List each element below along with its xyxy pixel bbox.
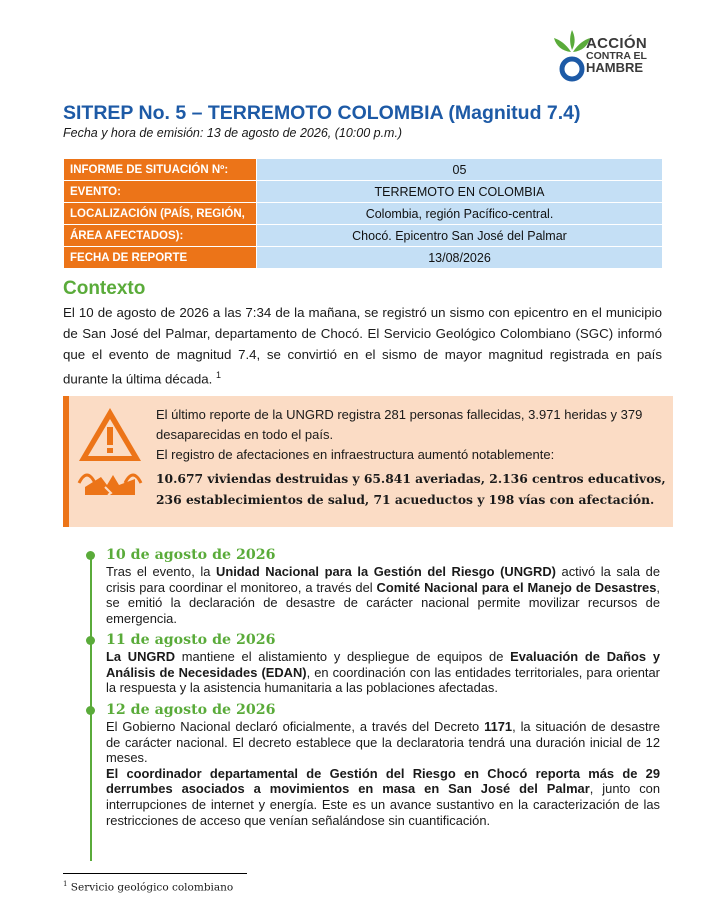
timeline-dot bbox=[86, 706, 95, 715]
timeline-3-p2-a: El coordinador departamental de Gestión del Riesgo en Chocó reporta más de 29 derrumbes asociados a movimientos en masa en San José del Palmar bbox=[106, 765, 660, 797]
timeline-1-text-d: Comité Nacional para el Manejo de Desastres bbox=[376, 579, 657, 595]
context-text: El 10 de agosto de 2026 a las 7:34 de la mañana, se registró un sismo con epicentro en el municipio de San José del Palmar, departamento de Chocó. El Servicio Geológico Colombiano (SGC) informó que el evento de magnitud 7.4, se convirtió en el sismo de mayor magnitud registrada en país durante la última década. bbox=[63, 305, 662, 387]
context-heading: Contexto bbox=[63, 278, 146, 299]
timeline-1-text-c: activó la sala de crisis para coordinar el monitoreo, a través del bbox=[106, 564, 660, 595]
timeline-entry-1 bbox=[106, 564, 660, 626]
timeline-date-3: 12 de agosto de 2026 bbox=[106, 702, 276, 718]
timeline-3-p1-a: El Gobierno Nacional declaró oficialmente, a través del Decreto bbox=[106, 719, 485, 734]
event-value: TERREMOTO EN COLOMBIA bbox=[257, 181, 663, 203]
timeline-entry-3 bbox=[106, 719, 660, 828]
timeline-1-text-b: Unidad Nacional para la Gestión del Riesgo (UNGRD) bbox=[216, 564, 556, 579]
timeline-1-text-a: Tras el evento, la bbox=[106, 564, 217, 579]
table-row bbox=[64, 203, 663, 225]
logo-line-3: HAMBRE bbox=[586, 60, 644, 75]
timeline-dot bbox=[86, 551, 95, 560]
timeline-1-text-e: , se emitió la declaración de desastre de carácter nacional permite movilizar recursos de emergencia. bbox=[106, 579, 660, 626]
timeline-2-text-a: La UNGRD bbox=[106, 649, 176, 664]
table-row bbox=[64, 159, 663, 181]
location-label-1: LOCALIZACIÓN (PAÍS, REGIÓN, bbox=[64, 203, 257, 225]
emission-datetime: Fecha y hora de emisión: 13 de agosto de 2026, (10:00 p.m.) bbox=[63, 126, 403, 140]
timeline-3-p2-b: , junto con interrupciones de internet y energía. Este es un avance sustantivo en la caracterización de las restricciones de acceso que venían señalándose sin cuantificación. bbox=[106, 781, 660, 828]
page-title bbox=[63, 102, 581, 125]
timeline-2-text-c: Evaluación de Daños y Análisis de Necesidades (EDAN) bbox=[106, 649, 660, 680]
alert-infrastructure-figures: 10.677 viviendas destruidas y 65.841 averiadas, 2.136 centros educativos, 236 establecimientos de salud, 71 acueductos y 198 vías con afectación. bbox=[156, 471, 666, 507]
logo-line-1: ACCIÓN bbox=[586, 35, 647, 52]
table-row bbox=[64, 181, 663, 203]
footnote bbox=[63, 880, 233, 894]
alert-infrastructure-intro: El registro de afectaciones en infraestructura aumentó notablemente: bbox=[156, 447, 555, 462]
logo-text bbox=[586, 35, 647, 75]
timeline-3-p1-c: , la situación de desastre de carácter nacional. El decreto establece que la declaratoria tendrá una duración inicial de 12 meses. bbox=[106, 719, 660, 766]
logo-line-2: CONTRA EL bbox=[586, 50, 647, 62]
timeline-entry-2 bbox=[106, 649, 660, 696]
warning-earthquake-icon bbox=[75, 403, 145, 503]
report-date-label: FECHA DE REPORTE bbox=[64, 247, 257, 269]
timeline-2-text-b: mantiene el alistamiento y despliegue de equipos de bbox=[175, 649, 511, 664]
report-value: 05 bbox=[257, 159, 663, 181]
table-row bbox=[64, 247, 663, 269]
alert-casualties: El último reporte de la UNGRD registra 281 personas fallecidas, 3.971 heridas y 379 desaparecidas en todo el país. bbox=[156, 407, 643, 442]
report-date-value: 13/08/2026 bbox=[257, 247, 663, 269]
timeline-dot bbox=[86, 636, 95, 645]
impact-alert-box bbox=[63, 396, 673, 527]
footnote-reference[interactable]: 1 bbox=[216, 370, 222, 380]
alert-summary bbox=[156, 405, 671, 465]
report-label: INFORME DE SITUACIÓN Nº: bbox=[64, 159, 257, 181]
timeline-3-p1-b: 1171 bbox=[484, 719, 513, 734]
title-main: SITREP No. 5 – TERREMOTO COLOMBIA bbox=[63, 102, 443, 124]
context-paragraph bbox=[63, 302, 662, 389]
footnote-number: 1 bbox=[63, 880, 68, 888]
alert-accent-bar bbox=[63, 396, 69, 527]
timeline-2-text-d: , en coordinación con las entidades territoriales, para orientar la respuesta y la asistencia humanitaria a las poblaciones afectadas. bbox=[106, 664, 660, 696]
timeline-date-2: 11 de agosto de 2026 bbox=[106, 632, 276, 648]
event-label: EVENTO: bbox=[64, 181, 257, 203]
location-label-2: ÁREA AFECTADOS): bbox=[64, 225, 257, 247]
situation-info-table bbox=[63, 158, 663, 269]
footnote-divider bbox=[63, 873, 247, 874]
title-magnitude: (Magnitud 7.4) bbox=[448, 102, 581, 124]
location-value-2: Chocó. Epicentro San José del Palmar bbox=[257, 225, 663, 247]
timeline-date-1: 10 de agosto de 2026 bbox=[106, 547, 276, 563]
footnote-text: Servicio geológico colombiano bbox=[67, 881, 234, 894]
location-value-1: Colombia, región Pacífico-central. bbox=[257, 203, 663, 225]
table-row bbox=[64, 225, 663, 247]
